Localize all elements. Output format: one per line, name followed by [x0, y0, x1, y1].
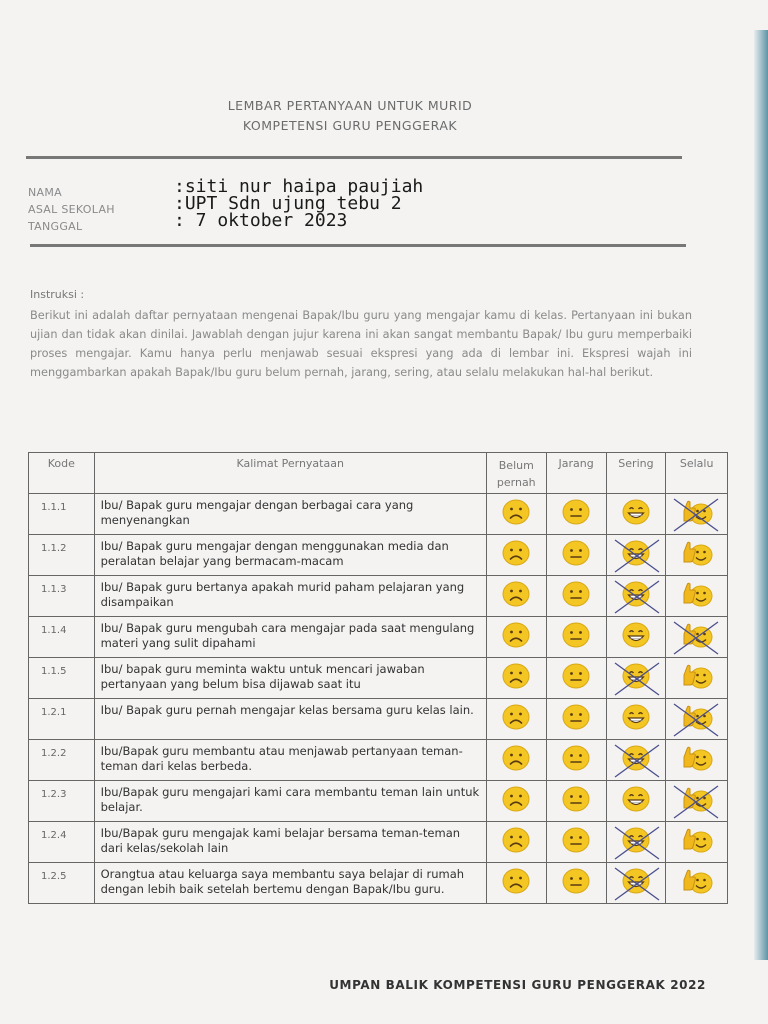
option-sering[interactable] [606, 740, 666, 781]
neutral-face-icon [560, 825, 592, 855]
survey-table [28, 452, 728, 904]
neutral-face-icon [560, 702, 592, 732]
option-selalu[interactable] [666, 781, 728, 822]
option-belum[interactable] [486, 576, 546, 617]
grin-face-icon [620, 497, 652, 527]
option-sering[interactable] [606, 699, 666, 740]
grin-face-icon [620, 825, 652, 855]
table-row [29, 576, 728, 617]
option-belum[interactable] [486, 863, 546, 904]
option-jarang[interactable] [546, 781, 606, 822]
option-jarang[interactable] [546, 822, 606, 863]
grin-face-icon [620, 784, 652, 814]
footer-title: UMPAN BALIK KOMPETENSI GURU PENGGERAK 2022 [329, 978, 706, 992]
header-sering: Sering [606, 453, 666, 494]
row-statement: Ibu/ Bapak guru bertanya apakah murid paham pelajaran yang disampaikan [94, 576, 486, 617]
table-header-row [29, 453, 728, 494]
header-kode: Kode [29, 453, 95, 494]
row-code: 1.1.1 [29, 494, 95, 535]
instructions-body: Berikut ini adalah daftar pernyataan mengenai Bapak/Ibu guru yang mengajar kamu di kelas. Pertanyaan ini bukan ujian dan tidak akan dinilai. Jawablah dengan jujur karena ini akan sangat membantu Bapak/ Ibu guru memperbaiki proses mengajar. Kamu hanya perlu menjawab sesuai ekspresi yang ada di lembar ini. Ekspresi wajah ini menggambarkan apakah Bapak/Ibu guru belum pernah, jarang, sering, atau selalu melakukan hal-hal berikut. [30, 309, 692, 379]
grin-face-icon [620, 538, 652, 568]
row-code: 1.1.3 [29, 576, 95, 617]
grin-face-icon [620, 743, 652, 773]
option-jarang[interactable] [546, 699, 606, 740]
neutral-face-icon [560, 661, 592, 691]
option-sering[interactable] [606, 617, 666, 658]
neutral-face-icon [560, 784, 592, 814]
grin-face-icon [620, 620, 652, 650]
header-selalu: Selalu [666, 453, 728, 494]
row-code: 1.1.2 [29, 535, 95, 576]
row-statement: Ibu/Bapak guru mengajari kami cara membantu teman lain untuk belajar. [94, 781, 486, 822]
row-statement: Ibu/Bapak guru membantu atau menjawab pertanyaan teman-teman dari kelas berbeda. [94, 740, 486, 781]
date-label: TANGGAL [28, 220, 83, 233]
table-row [29, 535, 728, 576]
option-sering[interactable] [606, 863, 666, 904]
option-jarang[interactable] [546, 617, 606, 658]
option-belum[interactable] [486, 822, 546, 863]
table-row [29, 658, 728, 699]
option-jarang[interactable] [546, 494, 606, 535]
thumbs-up-face-icon [681, 497, 713, 527]
page-edge [754, 30, 768, 960]
option-selalu[interactable] [666, 740, 728, 781]
header-jarang: Jarang [546, 453, 606, 494]
table-row [29, 822, 728, 863]
neutral-face-icon [560, 866, 592, 896]
thumbs-up-face-icon [681, 538, 713, 568]
option-jarang[interactable] [546, 576, 606, 617]
option-sering[interactable] [606, 576, 666, 617]
title-line-2: KOMPETENSI GURU PENGGERAK [242, 118, 458, 133]
grin-face-icon [620, 661, 652, 691]
thumbs-up-face-icon [681, 579, 713, 609]
option-jarang[interactable] [546, 535, 606, 576]
row-code: 1.2.3 [29, 781, 95, 822]
row-statement: Ibu/ Bapak guru mengajar dengan berbagai cara yang menyenangkan [94, 494, 486, 535]
option-selalu[interactable] [666, 822, 728, 863]
thumbs-up-face-icon [681, 825, 713, 855]
option-belum[interactable] [486, 494, 546, 535]
option-sering[interactable] [606, 658, 666, 699]
thumbs-up-face-icon [681, 661, 713, 691]
option-belum[interactable] [486, 658, 546, 699]
school-value[interactable]: :UPT Sdn ujung tebu 2 [174, 193, 402, 214]
option-belum[interactable] [486, 781, 546, 822]
table-row [29, 781, 728, 822]
sad-face-icon [500, 825, 532, 855]
top-divider [26, 156, 682, 159]
neutral-face-icon [560, 538, 592, 568]
row-statement: Ibu/ bapak guru meminta waktu untuk mencari jawaban pertanyaan yang belum bisa dijawab saat itu [94, 658, 486, 699]
instructions-title: Instruksi : [30, 288, 85, 301]
sad-face-icon [500, 702, 532, 732]
grin-face-icon [620, 866, 652, 896]
table-row [29, 617, 728, 658]
date-value[interactable]: : 7 oktober 2023 [174, 210, 348, 231]
row-code: 1.2.4 [29, 822, 95, 863]
header-belum: Belum pernah [486, 453, 546, 494]
option-selalu[interactable] [666, 576, 728, 617]
sad-face-icon [500, 497, 532, 527]
name-label: NAMA [28, 186, 62, 199]
option-selalu[interactable] [666, 699, 728, 740]
grin-face-icon [620, 579, 652, 609]
option-belum[interactable] [486, 617, 546, 658]
option-selalu[interactable] [666, 494, 728, 535]
table-row [29, 863, 728, 904]
survey-body [29, 494, 728, 904]
bottom-divider [30, 244, 686, 247]
row-code: 1.2.5 [29, 863, 95, 904]
thumbs-up-face-icon [681, 866, 713, 896]
row-code: 1.1.4 [29, 617, 95, 658]
table-row [29, 494, 728, 535]
school-row [28, 193, 708, 216]
sad-face-icon [500, 866, 532, 896]
option-jarang[interactable] [546, 863, 606, 904]
option-sering[interactable] [606, 494, 666, 535]
table-row [29, 740, 728, 781]
school-label: ASAL SEKOLAH [28, 203, 115, 216]
sad-face-icon [500, 579, 532, 609]
option-sering[interactable] [606, 781, 666, 822]
row-statement: Ibu/ Bapak guru mengubah cara mengajar pada saat mengulang materi yang sulit dipahami [94, 617, 486, 658]
sad-face-icon [500, 538, 532, 568]
neutral-face-icon [560, 620, 592, 650]
row-code: 1.2.1 [29, 699, 95, 740]
sad-face-icon [500, 661, 532, 691]
row-statement: Ibu/ Bapak guru mengajar dengan menggunakan media dan peralatan belajar yang bermacam-macam [94, 535, 486, 576]
name-value[interactable]: :siti nur haipa paujiah [174, 176, 424, 197]
thumbs-up-face-icon [681, 743, 713, 773]
option-selalu[interactable] [666, 535, 728, 576]
option-selalu[interactable] [666, 863, 728, 904]
identity-section [28, 176, 708, 233]
thumbs-up-face-icon [681, 702, 713, 732]
neutral-face-icon [560, 579, 592, 609]
row-code: 1.2.2 [29, 740, 95, 781]
sad-face-icon [500, 743, 532, 773]
option-jarang[interactable] [546, 658, 606, 699]
option-belum[interactable] [486, 740, 546, 781]
row-code: 1.1.5 [29, 658, 95, 699]
option-sering[interactable] [606, 822, 666, 863]
page-title [0, 96, 700, 136]
row-statement: Ibu/ Bapak guru pernah mengajar kelas bersama guru kelas lain. [94, 699, 486, 740]
grin-face-icon [620, 702, 652, 732]
option-jarang[interactable] [546, 740, 606, 781]
option-belum[interactable] [486, 699, 546, 740]
header-kalimat: Kalimat Pernyataan [94, 453, 486, 494]
date-row [28, 210, 708, 233]
thumbs-up-face-icon [681, 784, 713, 814]
title-line-1: LEMBAR PERTANYAAN UNTUK MURID [227, 98, 473, 113]
thumbs-up-face-icon [681, 620, 713, 650]
option-sering[interactable] [606, 535, 666, 576]
sad-face-icon [500, 784, 532, 814]
row-statement: Ibu/Bapak guru mengajak kami belajar bersama teman-teman dari kelas/sekolah lain [94, 822, 486, 863]
neutral-face-icon [560, 743, 592, 773]
option-selalu[interactable] [666, 658, 728, 699]
row-statement: Orangtua atau keluarga saya membantu saya belajar di rumah dengan lebih baik setelah bertemu dengan Bapak/Ibu guru. [94, 863, 486, 904]
table-row [29, 699, 728, 740]
sad-face-icon [500, 620, 532, 650]
neutral-face-icon [560, 497, 592, 527]
option-selalu[interactable] [666, 617, 728, 658]
option-belum[interactable] [486, 535, 546, 576]
